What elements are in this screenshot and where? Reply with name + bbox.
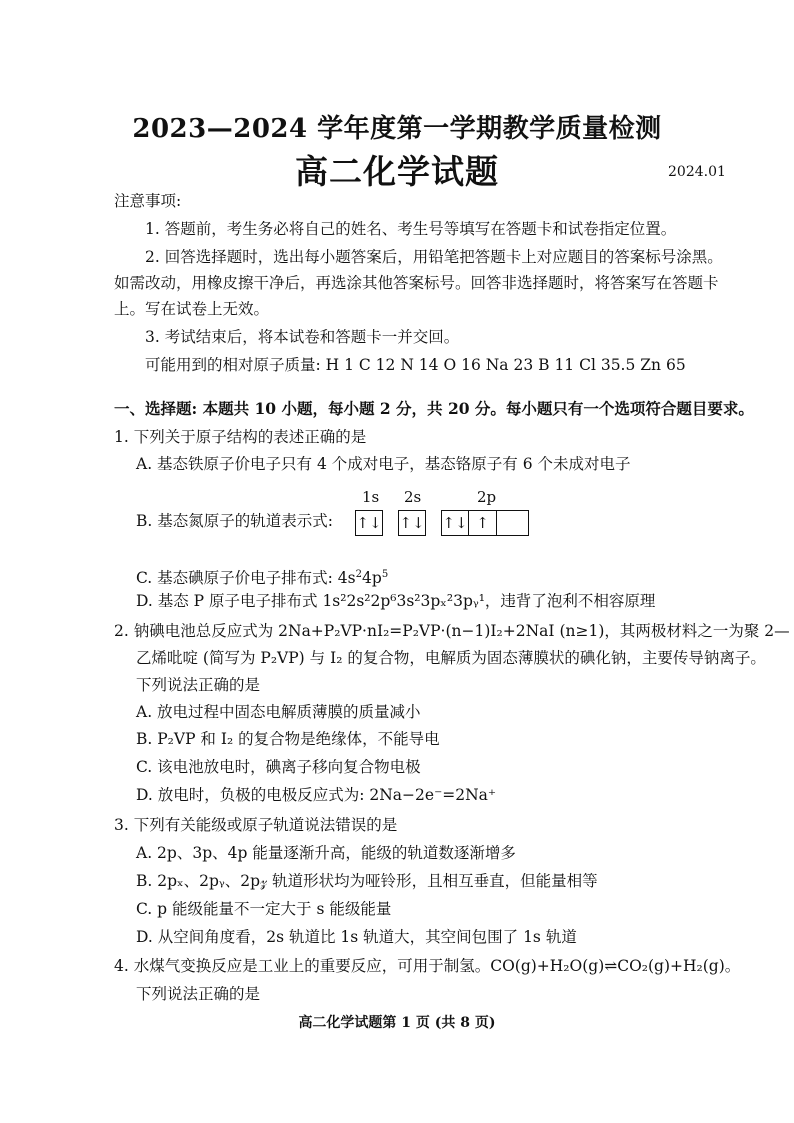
option-d: D. 从空间角度看，2s 轨道比 1s 轨道大，其空间包围了 1s 轨道 [136,928,577,946]
option-d: D. 基态 P 原子电子排布式 1s²2s²2p⁶3s²3pₓ²3pᵧ¹，违背了泡利不相容原理 [136,592,656,610]
question-stem: 乙烯吡啶 (简写为 P₂VP) 与 I₂ 的复合物，电解质为固态薄膜状的碘化钠，主要传导钠离子。 [136,649,766,667]
option-d: D. 放电时，负极的电极反应式为: 2Na−2e⁻=2Na⁺ [136,786,497,804]
orbital-label: 1s [362,488,380,506]
page-footer: 高二化学试题第 1 页 (共 8 页) [298,1015,496,1031]
question-stem: 1. 下列关于原子结构的表述正确的是 [114,428,367,446]
orbital-1s [355,510,383,536]
orbital-2p [441,510,529,536]
question-stem: 2. 钠碘电池总反应式为 2Na+P₂VP·nI₂=P₂VP·(n−1)I₂+2NaI (n≥1)，其两极材料之一为聚 2— [114,622,790,640]
option-c-text: 4p [362,569,382,588]
subject-title: 高二化学试题 [295,152,499,191]
orbital-2s [398,510,426,536]
option-b: B. 基态氮原子的轨道表示式: [136,512,333,530]
superscript: 5 [381,569,389,580]
orbital-label: 2s [404,488,422,506]
question-stem: 下列说法正确的是 [136,676,261,694]
question-stem: 3. 下列有关能级或原子轨道说法错误的是 [114,816,398,834]
orbital-box: ↑ [469,510,497,536]
notice-item: 3. 考试结束后，将本试卷和答题卡一并交回。 [145,328,460,346]
orbital-box: ↑↓ [398,510,426,536]
option-a: A. 放电过程中固态电解质薄膜的质量减小 [136,703,421,721]
notice-heading: 注意事项: [114,192,182,210]
superscript: 2 [355,569,363,580]
option-a: A. 基态铁原子价电子只有 4 个成对电子，基态铬原子有 6 个未成对电子 [136,455,631,473]
orbital-box [497,510,529,536]
section-heading: 一、选择题: 本题共 10 小题，每小题 2 分，共 20 分。每小题只有一个选项符合题目要求。 [114,399,754,418]
option-b: B. 2pₓ、2pᵧ、2p𝓏 轨道形状均为哑铃形，且相互垂直，但能量相等 [136,872,598,890]
notice-item: 1. 答题前，考生务必将自己的姓名、考生号等填写在答题卡和试卷指定位置。 [145,220,677,238]
exam-title: 2023—2024 学年度第一学期教学质量检测 [132,114,662,144]
orbital-label: 2p [477,488,497,506]
notice-item: 上。写在试卷上无效。 [114,300,270,318]
question-stem: 4. 水煤气变换反应是工业上的重要反应，可用于制氢。CO(g)+H₂O(g)⇌CO₂(g)+H₂(g)。 [114,957,741,975]
option-b: B. P₂VP 和 I₂ 的复合物是绝缘体，不能导电 [136,730,440,748]
option-c [136,564,388,589]
option-c: C. p 能级能量不一定大于 s 能级能量 [136,900,392,918]
option-c: C. 该电池放电时，碘离子移向复合物电极 [136,758,421,776]
option-c-text: C. 基态碘原子价电子排布式: 4s [136,569,356,588]
notice-item: 2. 回答选择题时，选出每小题答案后，用铅笔把答题卡上对应题目的答案标号涂黑。 [145,248,723,266]
option-a: A. 2p、3p、4p 能量逐渐升高，能级的轨道数逐渐增多 [136,844,516,862]
question-stem: 下列说法正确的是 [136,985,261,1003]
notice-item: 如需改动，用橡皮擦干净后，再选涂其他答案标号。回答非选择题时，将答案写在答题卡 [114,274,719,292]
exam-date: 2024.01 [668,164,726,180]
atomic-masses: 可能用到的相对原子质量: H 1 C 12 N 14 O 16 Na 23 B 11 Cl 35.5 Zn 65 [145,356,686,374]
orbital-box: ↑↓ [355,510,383,536]
orbital-box: ↑↓ [441,510,469,536]
